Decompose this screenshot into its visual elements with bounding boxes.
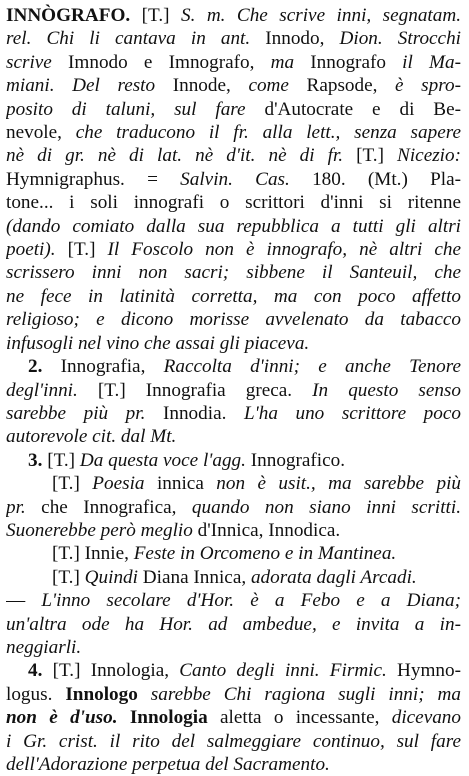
text-line bbox=[6, 261, 461, 284]
text-run: [T.] bbox=[356, 145, 398, 167]
text-run: tone... i soli innografi o scrittori d'inni si ritenne bbox=[6, 192, 461, 214]
text-run: 180. (Mt.) Pla- bbox=[312, 168, 461, 190]
text-run: Innografico. bbox=[250, 449, 346, 471]
text-run: Hymno- bbox=[397, 660, 461, 682]
text-line bbox=[6, 542, 461, 565]
text-run: adorata dagli Arcadi. bbox=[250, 566, 417, 588]
text-run: rel. Chi li cantava in ant. bbox=[6, 28, 266, 50]
text-run: Quindi bbox=[84, 566, 143, 588]
text-run: Rapsode, bbox=[306, 75, 396, 97]
text-line bbox=[6, 659, 461, 682]
text-run: come bbox=[248, 75, 307, 97]
text-run: posito di taluni, sul fare bbox=[6, 98, 265, 120]
text-line bbox=[6, 730, 461, 753]
text-run: dell'Adorazione perpetua del Sacramento. bbox=[6, 754, 330, 775]
text-run: religioso; e dicono morisse avvelenato da tabacco bbox=[6, 309, 461, 331]
text-run: L'inno secolare d'Hor. è a Febo e a Diana; bbox=[41, 590, 461, 612]
text-run: Innie, bbox=[84, 543, 134, 565]
text-run: 4. bbox=[28, 660, 53, 682]
text-line bbox=[6, 613, 461, 636]
text-line bbox=[6, 332, 461, 355]
text-run: 2. bbox=[28, 356, 61, 378]
text-run: Diana Innica, bbox=[142, 566, 251, 588]
text-run: che traducono il fr. alla lett., senza sapere bbox=[75, 122, 461, 144]
text-line bbox=[6, 753, 461, 776]
text-line bbox=[6, 27, 461, 50]
text-run: Hymnigraphus. = bbox=[6, 168, 181, 190]
text-run: Innologia bbox=[129, 707, 221, 729]
text-run: (dando comiato dalla sua repubblica a tutti gli altri bbox=[6, 215, 461, 237]
text-line bbox=[6, 144, 461, 167]
text-run: In questo senso bbox=[312, 379, 461, 401]
text-run: logus. bbox=[6, 683, 66, 705]
text-line bbox=[6, 191, 461, 214]
text-line bbox=[6, 238, 461, 261]
text-run: autorevole cit. dal Mt. bbox=[6, 426, 177, 448]
text-run: [T.] bbox=[52, 543, 85, 565]
text-run: Innodo, bbox=[265, 28, 340, 50]
text-line bbox=[6, 496, 461, 519]
text-line bbox=[6, 379, 461, 402]
text-run: [T.] bbox=[52, 473, 93, 495]
text-run: degl'inni. bbox=[6, 379, 98, 401]
text-line bbox=[6, 168, 461, 191]
text-line bbox=[6, 402, 461, 425]
text-run: dicevano bbox=[391, 707, 461, 729]
text-run: [T.] bbox=[52, 566, 85, 588]
text-line bbox=[6, 4, 461, 27]
text-line bbox=[6, 519, 461, 542]
text-run: Nicezio: bbox=[397, 145, 461, 167]
text-run: [T.] bbox=[141, 5, 181, 26]
text-line bbox=[6, 74, 461, 97]
text-run: aletta o incessante, bbox=[220, 707, 392, 729]
text-run: Il Foscolo non è innografo, nè altri che bbox=[107, 239, 461, 261]
text-run: Canto degli inni. Firmic. bbox=[179, 660, 398, 682]
text-run: nevole, bbox=[6, 122, 76, 144]
text-line bbox=[6, 589, 461, 612]
text-run: il Ma- bbox=[402, 51, 461, 73]
text-run: Suonerebbe però meglio bbox=[6, 519, 198, 541]
text-line bbox=[6, 449, 461, 472]
text-run: scrissero inni non sacri; sibbene il Santeuil, che bbox=[6, 262, 461, 284]
text-run: miani. Del resto bbox=[6, 75, 173, 97]
text-run: innica bbox=[156, 473, 217, 495]
text-run: L'ha uno scrittore poco bbox=[243, 402, 461, 424]
text-line bbox=[6, 706, 461, 729]
text-run: scrive bbox=[6, 51, 69, 73]
text-run: S. m. Che scrive inni, segnatam. bbox=[180, 5, 461, 26]
text-run: non è usit., ma sarebbe più bbox=[216, 473, 461, 495]
text-line bbox=[6, 51, 461, 74]
text-run: Salvin. Cas. bbox=[180, 168, 313, 190]
text-line bbox=[6, 285, 461, 308]
text-line bbox=[6, 121, 461, 144]
text-line bbox=[6, 472, 461, 495]
text-run: nè di gr. nè di lat. nè d'it. nè di fr. bbox=[6, 145, 357, 167]
text-run: [T.] bbox=[52, 660, 91, 682]
text-run: Poesia bbox=[92, 473, 157, 495]
text-run: — bbox=[6, 590, 42, 612]
text-run: è spro- bbox=[395, 75, 461, 97]
text-run: INNÒGRAFO. bbox=[6, 5, 142, 26]
text-run: Raccolta d'inni; e anche Tenore bbox=[163, 356, 461, 378]
text-run: Innografia, bbox=[60, 356, 164, 378]
text-run: non è d'uso. bbox=[6, 707, 130, 729]
text-run: Feste in Orcomeno e in Mantinea. bbox=[133, 543, 397, 565]
text-run: Da questa voce l'agg. bbox=[79, 449, 251, 471]
text-run: Innologia, bbox=[90, 660, 180, 682]
text-line bbox=[6, 355, 461, 378]
text-line bbox=[6, 636, 461, 659]
text-run: sarebbe Chi ragiona sugli inni; ma bbox=[150, 683, 461, 705]
text-run: Imnodo e Imnografo, bbox=[68, 51, 271, 73]
text-line bbox=[6, 308, 461, 331]
text-run: Innode, bbox=[172, 75, 249, 97]
text-run: sarebbe più pr. bbox=[6, 402, 163, 424]
text-run: infusogli nel vino che assai gli piaceva. bbox=[6, 332, 310, 354]
text-run: i Gr. crist. il rito del salmeggiare continuo, sul fare bbox=[6, 730, 461, 752]
text-run: [T.] bbox=[47, 449, 80, 471]
text-line bbox=[6, 425, 461, 448]
text-run: d'Innica, Innodica. bbox=[197, 519, 341, 541]
text-run: neggiarli. bbox=[6, 636, 82, 658]
text-run: [T.] bbox=[67, 239, 108, 261]
text-run: Dion. Strocchi bbox=[339, 28, 461, 50]
text-run: che Innografica, bbox=[41, 496, 192, 518]
text-run: Innografo bbox=[310, 51, 403, 73]
text-run: poeti). bbox=[6, 239, 68, 261]
text-run: Innodia. bbox=[162, 402, 244, 424]
text-line bbox=[6, 566, 461, 589]
text-run: quando non siano inni scritti. bbox=[191, 496, 461, 518]
text-run: ma bbox=[270, 51, 311, 73]
text-run: 3. bbox=[28, 449, 48, 471]
text-run: d'Autocrate e di Be- bbox=[264, 98, 461, 120]
text-run: un'altra ode ha Hor. ad ambedue, e invita a in- bbox=[6, 613, 461, 635]
text-line bbox=[6, 98, 461, 121]
text-run: pr. bbox=[6, 496, 42, 518]
text-run: Innologo bbox=[65, 683, 151, 705]
text-run: ne fece in latinità corretta, ma con poco affetto bbox=[6, 285, 461, 307]
text-line bbox=[6, 215, 461, 238]
text-run: [T.] Innografia greca. bbox=[97, 379, 313, 401]
